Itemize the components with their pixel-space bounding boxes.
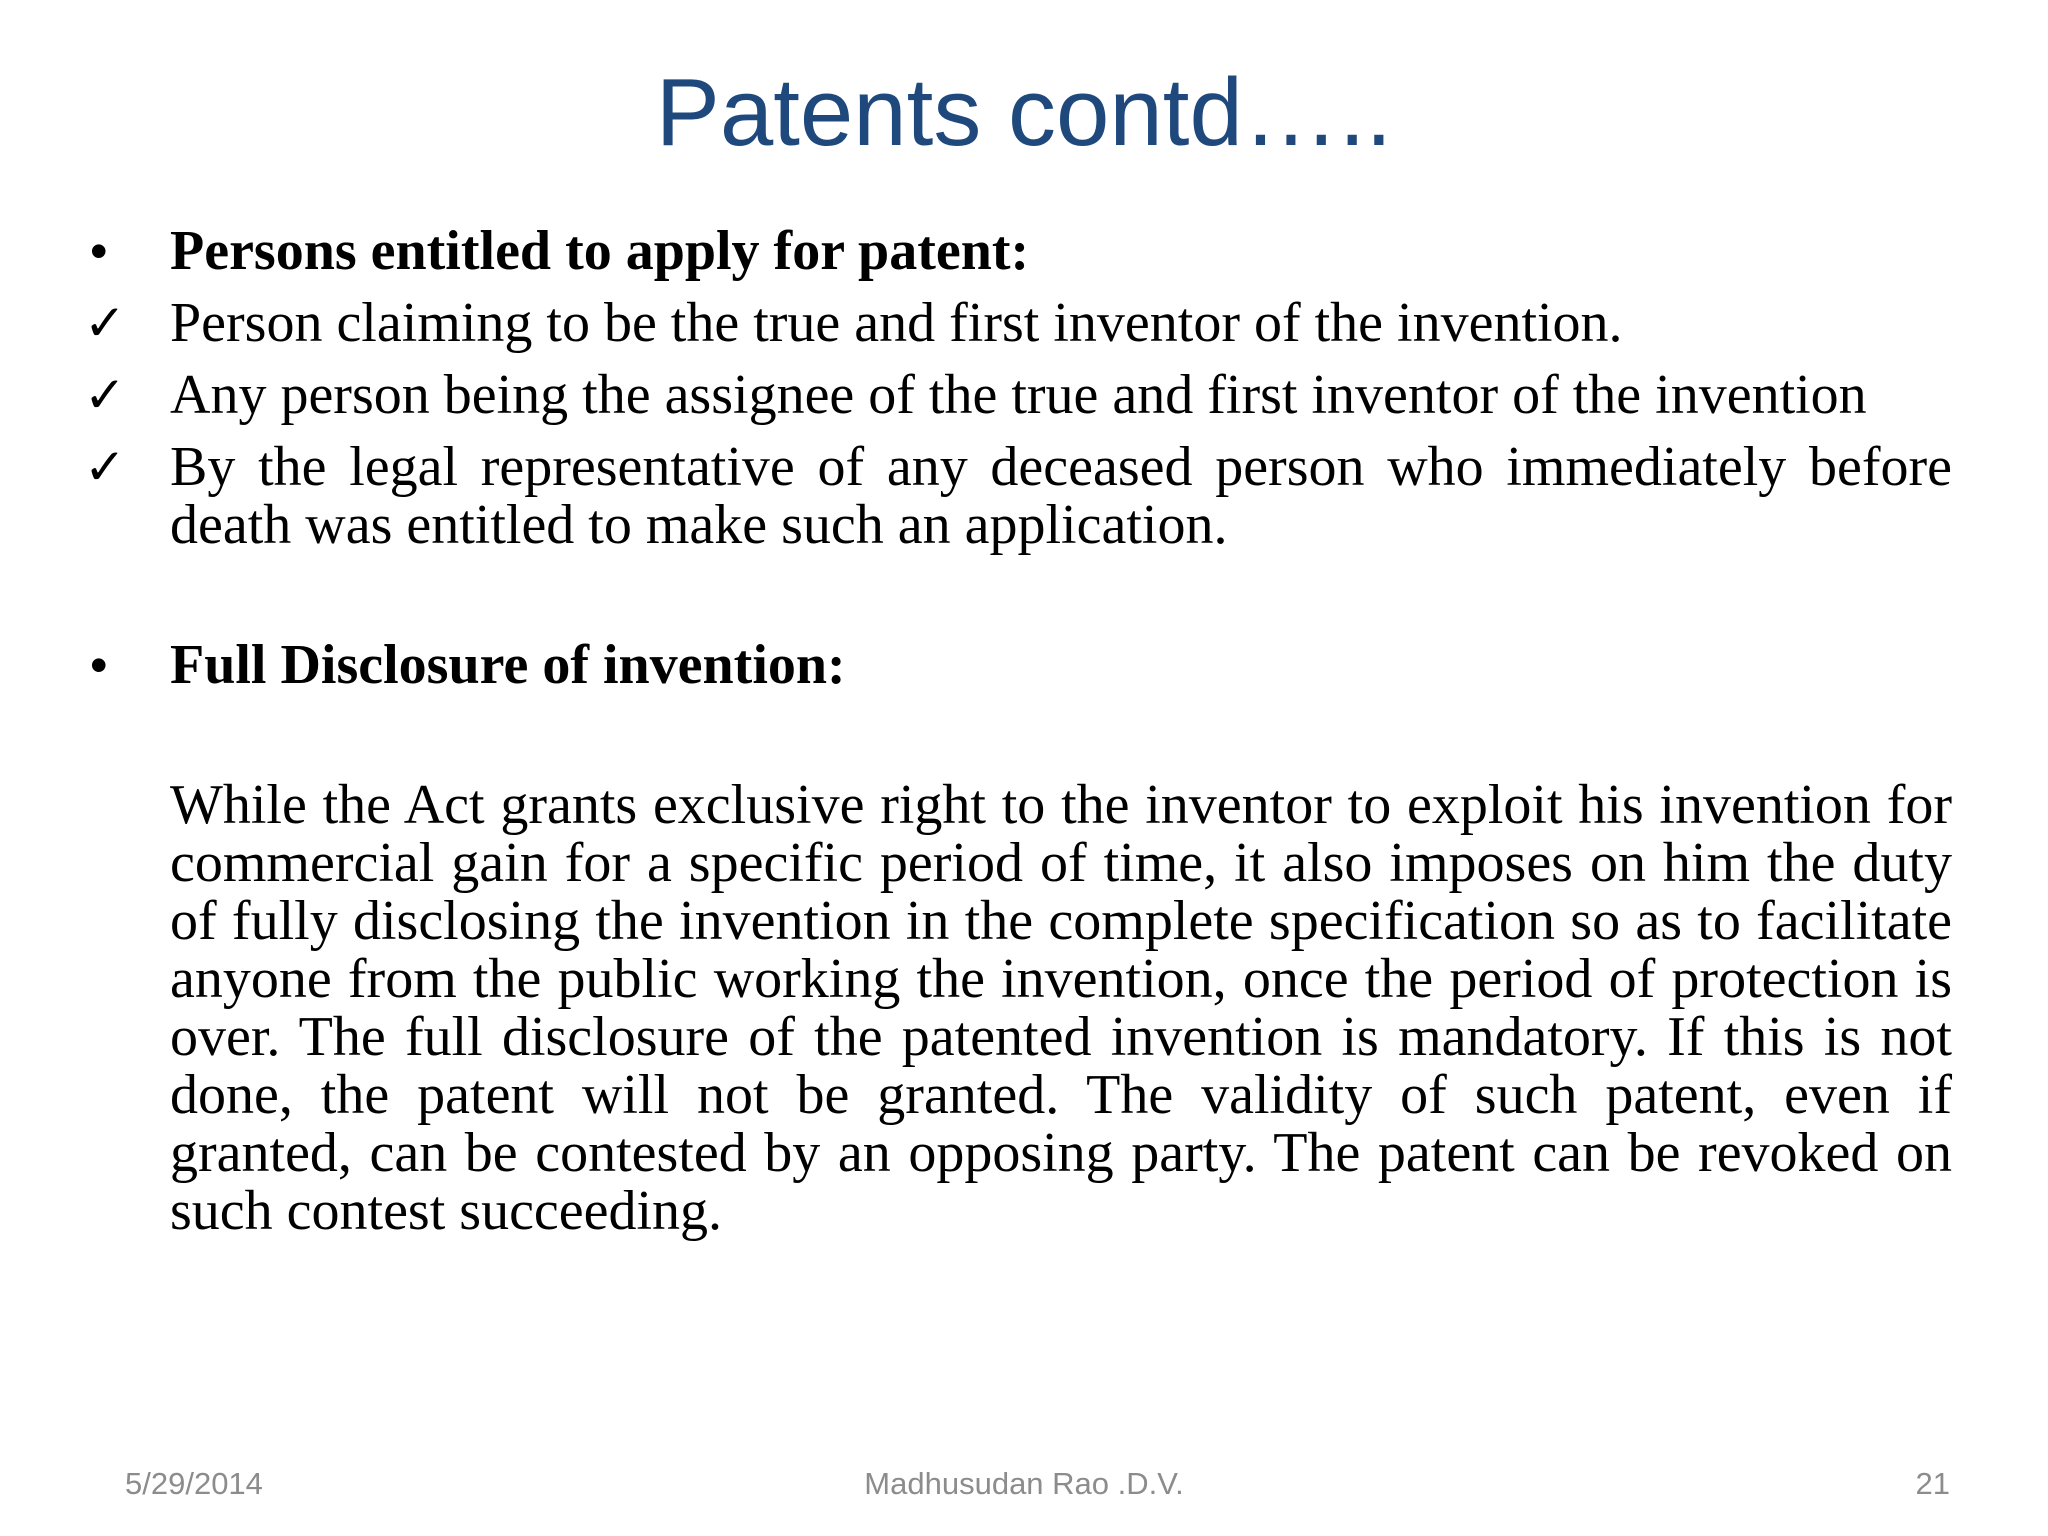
bullet-item-persons-entitled	[84, 222, 1952, 280]
check-item-text: Any person being the assignee of the true and first inventor of the invention	[170, 364, 1867, 426]
section-heading: Full Disclosure of invention:	[170, 634, 846, 696]
checkmark-icon: ✓	[84, 438, 126, 496]
footer-author: Madhusudan Rao .D.V.	[864, 1466, 1184, 1501]
footer-page-number: 21	[1915, 1466, 1950, 1501]
check-item	[84, 366, 1952, 424]
check-item	[84, 438, 1952, 554]
footer-date: 5/29/2014	[125, 1466, 263, 1501]
bullet-icon: •	[90, 223, 108, 279]
disclosure-paragraph: While the Act grants exclusive right to the inventor to exploit his invention for commercial gain for a specific period of time, it also imposes on him the duty of fully disclosing the invention in the complete specification so as to facilitate anyone from the public working the invention, once the period of protection is over. The full disclosure of the patented invention is mandatory. If this is not done, the patent will not be granted. The validity of such patent, even if granted, can be contested by an opposing party. The patent can be revoked on such contest succeeding.	[170, 774, 1952, 1242]
check-item	[84, 294, 1952, 352]
section-heading: Persons entitled to apply for patent:	[170, 220, 1030, 282]
bullet-item-full-disclosure	[84, 636, 1952, 694]
check-item-text: By the legal representative of any deceased person who immediately before death was entitled to make such an application.	[170, 436, 1952, 556]
check-item-text: Person claiming to be the true and first inventor of the invention.	[170, 292, 1623, 354]
checkmark-icon: ✓	[84, 366, 126, 424]
slide-body	[84, 222, 1952, 1240]
checkmark-icon: ✓	[84, 294, 126, 352]
slide-title: Patents contd…..	[655, 59, 1393, 166]
bullet-icon: •	[90, 637, 108, 693]
